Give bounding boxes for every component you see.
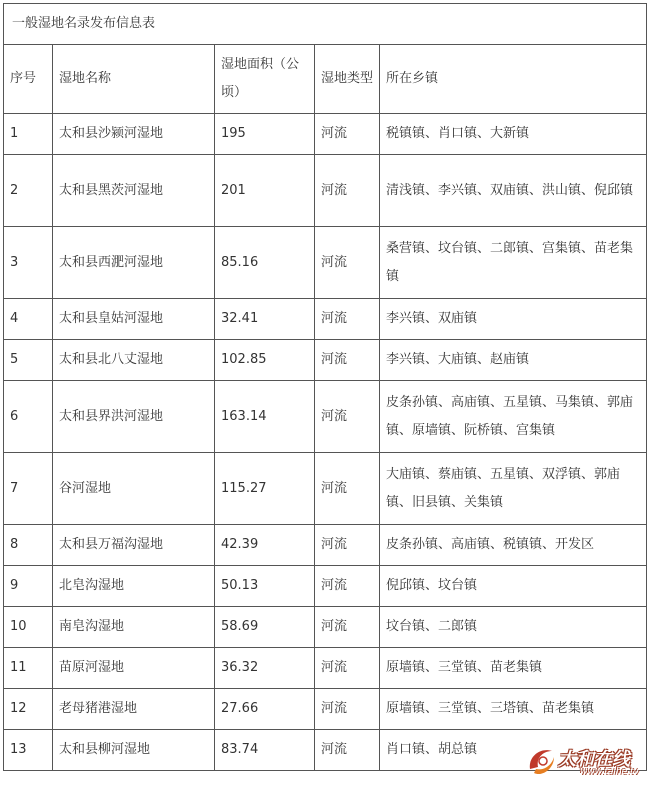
cell-area: 36.32 <box>215 648 315 689</box>
cell-towns: 肖口镇、胡总镇 <box>380 730 647 771</box>
cell-name: 太和县北八丈湿地 <box>53 340 215 381</box>
cell-index: 13 <box>4 730 53 771</box>
cell-type: 河流 <box>315 566 380 607</box>
cell-type: 河流 <box>315 453 380 525</box>
title-row <box>4 4 647 45</box>
cell-area: 163.14 <box>215 381 315 453</box>
cell-index: 8 <box>4 525 53 566</box>
header-name: 湿地名称 <box>53 45 215 114</box>
header-area: 湿地面积（公顷） <box>215 45 315 114</box>
cell-towns: 李兴镇、大庙镇、赵庙镇 <box>380 340 647 381</box>
table-row <box>4 114 647 155</box>
cell-area: 42.39 <box>215 525 315 566</box>
table-title: 一般湿地名录发布信息表 <box>4 4 647 45</box>
cell-index: 4 <box>4 299 53 340</box>
cell-area: 27.66 <box>215 689 315 730</box>
cell-area: 32.41 <box>215 299 315 340</box>
cell-type: 河流 <box>315 730 380 771</box>
cell-towns: 原墙镇、三堂镇、三塔镇、苗老集镇 <box>380 689 647 730</box>
table-row <box>4 525 647 566</box>
watermark-text: 太和在线 <box>558 749 630 770</box>
cell-name: 太和县黑茨河湿地 <box>53 155 215 227</box>
cell-type: 河流 <box>315 227 380 299</box>
cell-area: 201 <box>215 155 315 227</box>
cell-name: 北皂沟湿地 <box>53 566 215 607</box>
cell-name: 谷河湿地 <box>53 453 215 525</box>
cell-towns: 坟台镇、二郎镇 <box>380 607 647 648</box>
cell-type: 河流 <box>315 648 380 689</box>
table-row <box>4 227 647 299</box>
cell-name: 太和县西淝河湿地 <box>53 227 215 299</box>
cell-type: 河流 <box>315 607 380 648</box>
cell-towns: 桑营镇、坟台镇、二郎镇、宫集镇、苗老集镇 <box>380 227 647 299</box>
cell-towns: 皮条孙镇、高庙镇、五星镇、马集镇、郭庙镇、原墙镇、阮桥镇、宫集镇 <box>380 381 647 453</box>
watermark-url: www.taihe.tv <box>580 767 639 777</box>
cell-index: 9 <box>4 566 53 607</box>
cell-type: 河流 <box>315 114 380 155</box>
cell-area: 50.13 <box>215 566 315 607</box>
cell-name: 苗原河湿地 <box>53 648 215 689</box>
table-row <box>4 648 647 689</box>
cell-name: 太和县沙颍河湿地 <box>53 114 215 155</box>
cell-towns: 皮条孙镇、高庙镇、税镇镇、开发区 <box>380 525 647 566</box>
header-row <box>4 45 647 114</box>
cell-name: 太和县柳河湿地 <box>53 730 215 771</box>
cell-name: 太和县万福沟湿地 <box>53 525 215 566</box>
cell-name: 南皂沟湿地 <box>53 607 215 648</box>
table-row <box>4 607 647 648</box>
cell-area: 195 <box>215 114 315 155</box>
table-row <box>4 566 647 607</box>
table-row <box>4 689 647 730</box>
cell-area: 83.74 <box>215 730 315 771</box>
cell-index: 6 <box>4 381 53 453</box>
cell-index: 11 <box>4 648 53 689</box>
cell-towns: 大庙镇、蔡庙镇、五星镇、双浮镇、郭庙镇、旧县镇、关集镇 <box>380 453 647 525</box>
cell-towns: 原墙镇、三堂镇、苗老集镇 <box>380 648 647 689</box>
cell-area: 115.27 <box>215 453 315 525</box>
swirl-logo-icon <box>524 743 560 779</box>
cell-area: 85.16 <box>215 227 315 299</box>
table-row <box>4 299 647 340</box>
cell-type: 河流 <box>315 689 380 730</box>
cell-area: 102.85 <box>215 340 315 381</box>
table-row <box>4 155 647 227</box>
site-watermark <box>524 743 642 781</box>
table-row <box>4 381 647 453</box>
cell-type: 河流 <box>315 299 380 340</box>
cell-towns: 清浅镇、李兴镇、双庙镇、洪山镇、倪邱镇 <box>380 155 647 227</box>
cell-towns: 税镇镇、肖口镇、大新镇 <box>380 114 647 155</box>
cell-name: 太和县界洪河湿地 <box>53 381 215 453</box>
header-towns: 所在乡镇 <box>380 45 647 114</box>
cell-type: 河流 <box>315 340 380 381</box>
cell-type: 河流 <box>315 381 380 453</box>
cell-index: 12 <box>4 689 53 730</box>
cell-type: 河流 <box>315 525 380 566</box>
wetland-table <box>3 3 647 771</box>
cell-index: 3 <box>4 227 53 299</box>
cell-index: 5 <box>4 340 53 381</box>
cell-index: 2 <box>4 155 53 227</box>
table-row <box>4 340 647 381</box>
table-row <box>4 453 647 525</box>
cell-name: 太和县皇姑河湿地 <box>53 299 215 340</box>
cell-towns: 李兴镇、双庙镇 <box>380 299 647 340</box>
cell-area: 58.69 <box>215 607 315 648</box>
header-type: 湿地类型 <box>315 45 380 114</box>
cell-name: 老母猪港湿地 <box>53 689 215 730</box>
cell-index: 7 <box>4 453 53 525</box>
cell-index: 10 <box>4 607 53 648</box>
cell-index: 1 <box>4 114 53 155</box>
header-index: 序号 <box>4 45 53 114</box>
cell-type: 河流 <box>315 155 380 227</box>
cell-towns: 倪邱镇、坟台镇 <box>380 566 647 607</box>
